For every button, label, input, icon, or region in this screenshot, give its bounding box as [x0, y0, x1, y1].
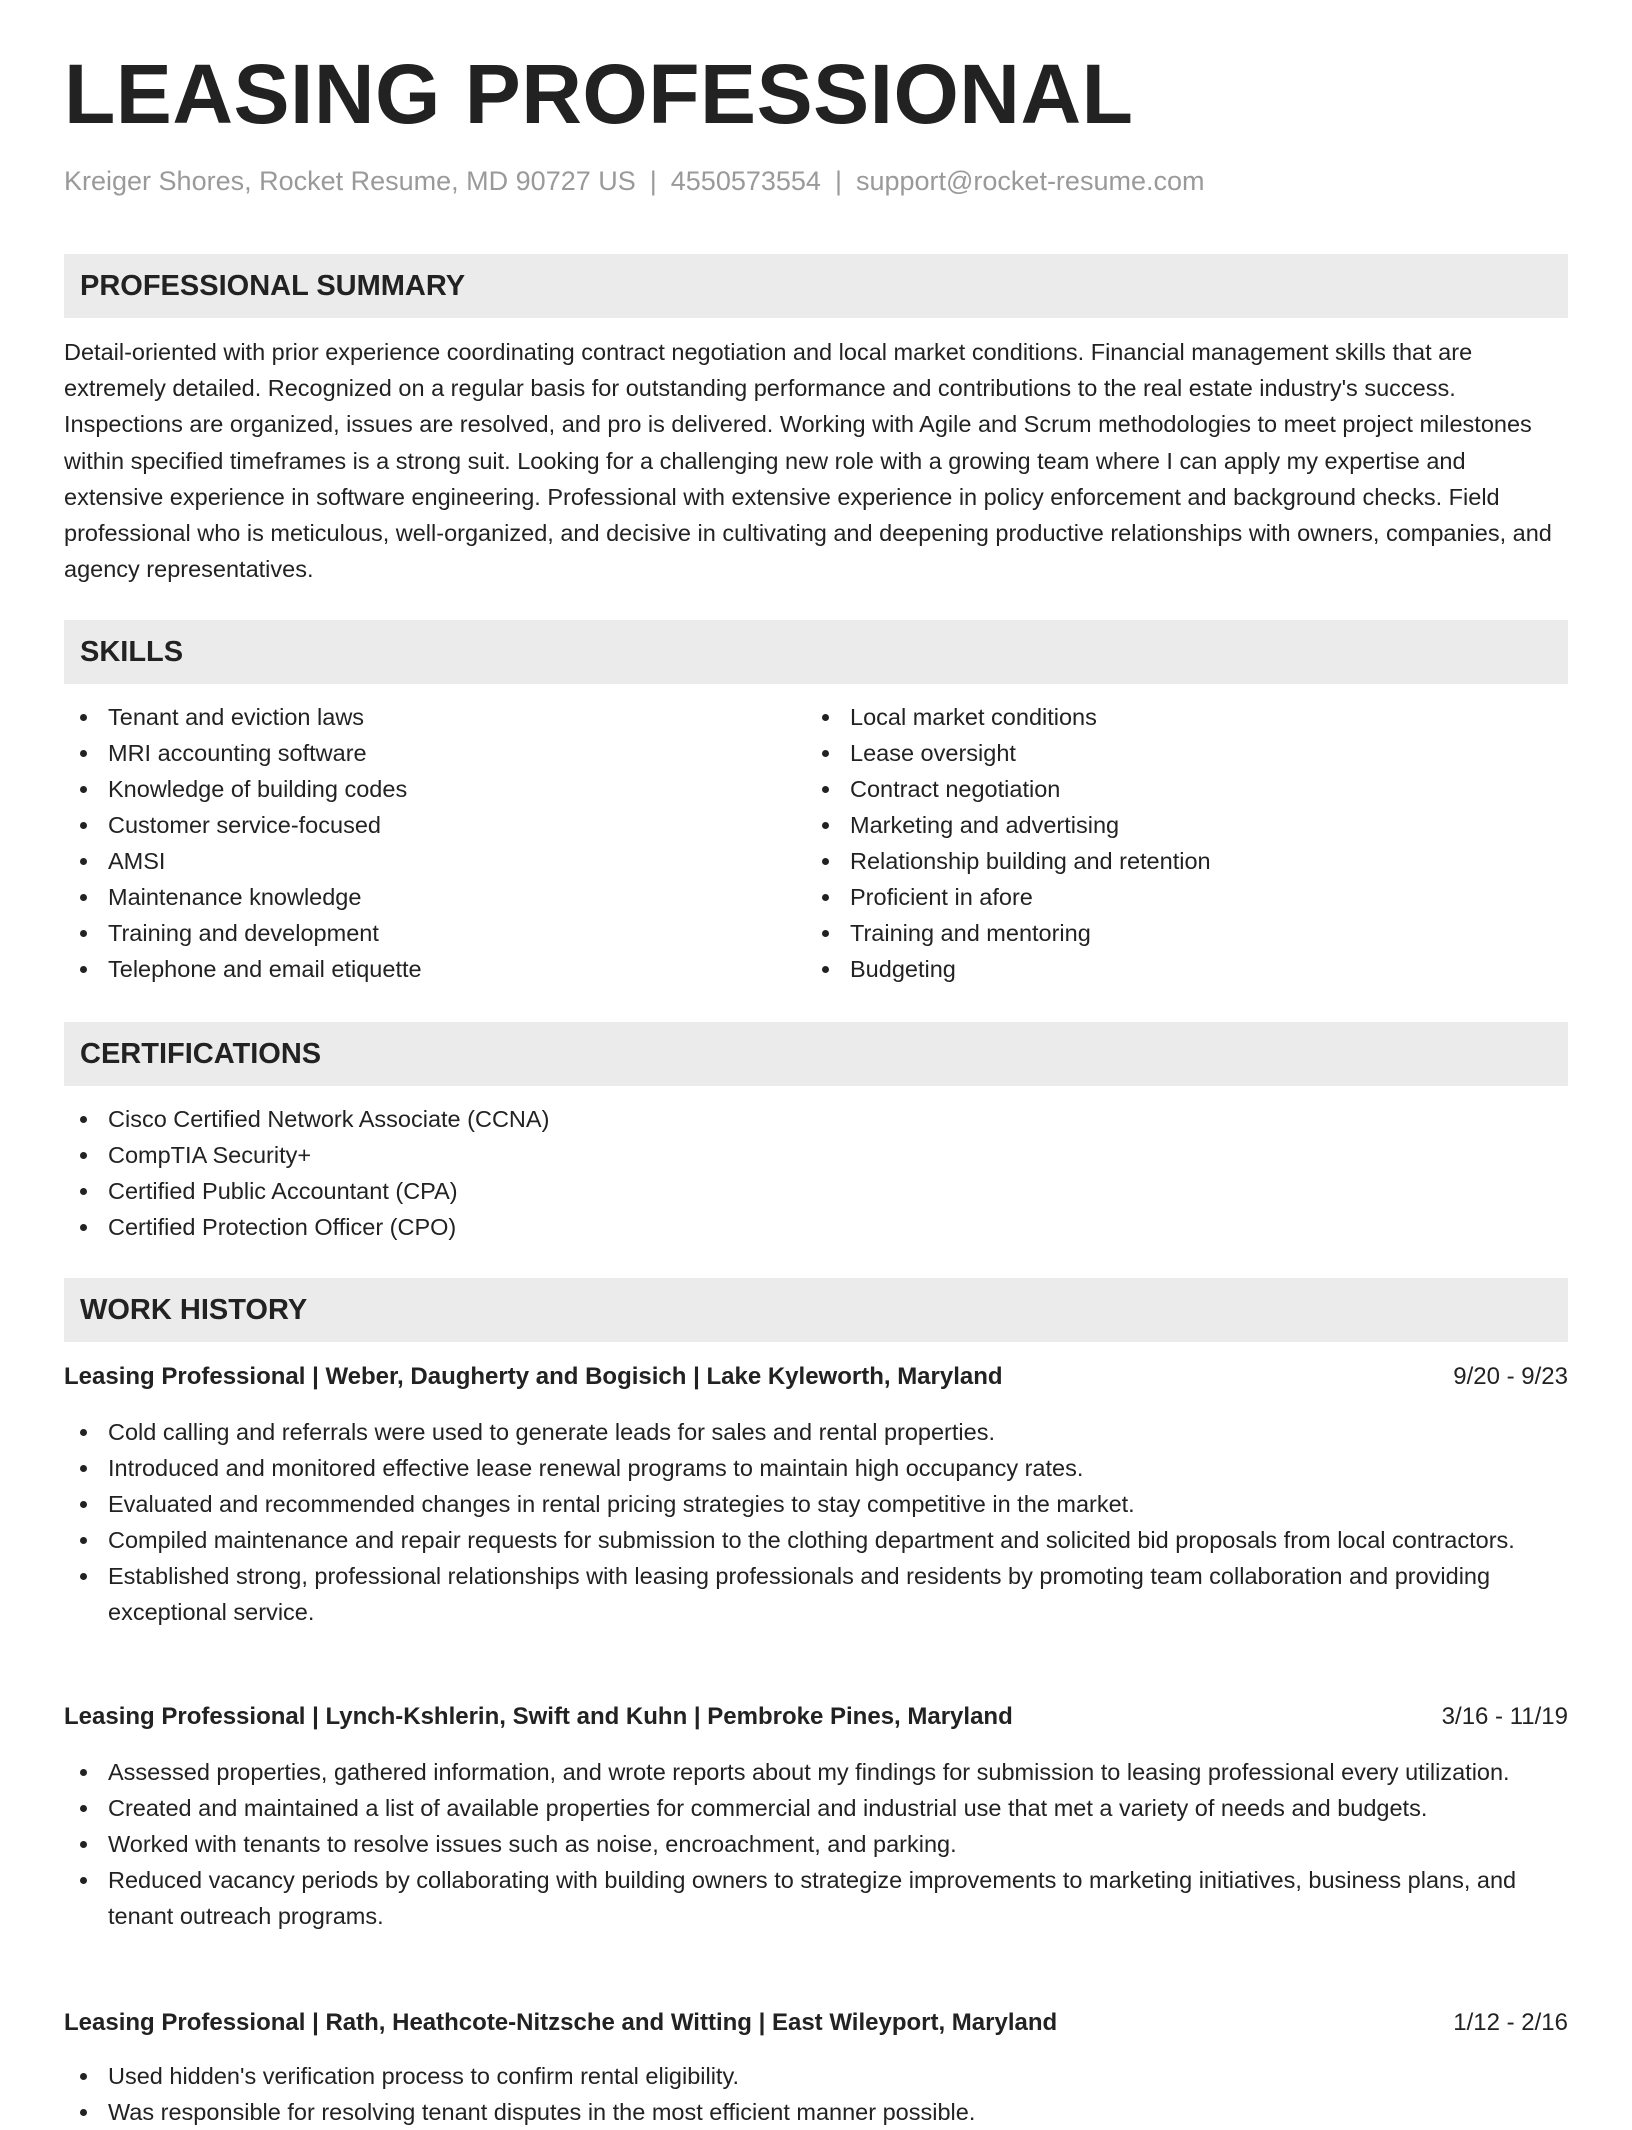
section-header-summary: PROFESSIONAL SUMMARY — [64, 254, 1568, 318]
certification-item: Certified Public Accountant (CPA) — [64, 1173, 1568, 1209]
job-header — [64, 1700, 1568, 1734]
skill-item: Local market conditions — [806, 699, 1546, 735]
skill-item: Customer service-focused — [64, 807, 804, 843]
job-header — [64, 2006, 1568, 2040]
section-header-work-history: WORK HISTORY — [64, 1278, 1568, 1342]
job-bullet: Established strong, professional relationships with leasing professionals and residents by promoting team collaboration and providing exceptional service. — [64, 1558, 1568, 1630]
skill-item: MRI accounting software — [64, 735, 804, 771]
job-title: Leasing Professional | Rath, Heathcote-Nitzsche and Witting | East Wileyport, Maryland — [64, 2009, 1058, 2036]
skill-item: Knowledge of building codes — [64, 771, 804, 807]
job-bullet: Evaluated and recommended changes in rental pricing strategies to stay competitive in the market. — [64, 1486, 1568, 1522]
contact-line — [64, 166, 1204, 197]
contact-email: support@rocket-resume.com — [855, 166, 1205, 196]
certification-item: Certified Protection Officer (CPO) — [64, 1209, 1568, 1245]
certification-item: Cisco Certified Network Associate (CCNA) — [64, 1101, 1568, 1137]
skill-item: Proficient in afore — [806, 879, 1546, 915]
skill-item: Training and mentoring — [806, 915, 1546, 951]
contact-address: Kreiger Shores, Rocket Resume, MD 90727 US — [64, 166, 636, 196]
skill-item: Contract negotiation — [806, 771, 1546, 807]
job-dates: 3/16 - 11/19 — [1441, 1703, 1568, 1730]
job-bullet: Cold calling and referrals were used to generate leads for sales and rental properties. — [64, 1414, 1568, 1450]
skills-list-left — [64, 699, 804, 987]
job-bullet-list — [64, 1754, 1568, 1934]
job-bullet: Used hidden's verification process to confirm rental eligibility. — [64, 2058, 1568, 2094]
resume-name-heading: LEASING PROFESSIONAL — [64, 47, 1134, 141]
job-bullet: Worked with tenants to resolve issues such as noise, encroachment, and parking. — [64, 1826, 1568, 1862]
job-bullet: Introduced and monitored effective lease renewal programs to maintain high occupancy rates. — [64, 1450, 1568, 1486]
section-header-certifications: CERTIFICATIONS — [64, 1022, 1568, 1086]
job-dates: 9/20 - 9/23 — [1453, 1363, 1568, 1390]
contact-separator: | — [649, 166, 657, 196]
summary-text: Detail-oriented with prior experience coordinating contract negotiation and local market conditions. Financial management skills that are extremely detailed. Recognized on a regular basis for outstanding performance and contributions to the real estate industry's success. Inspections are organized, issues are resolved, and pro is delivered. Working with Agile and Scrum methodologies to meet project milestones within specified timeframes is a strong suit. Looking for a challenging new role with a growing team where I can apply my expertise and extensive experience in software engineering. Professional with extensive experience in policy enforcement and background checks. Field professional who is meticulous, well-organized, and decisive in cultivating and deepening productive relationships with owners, companies, and agency representatives. — [64, 339, 1552, 583]
skills-list-right — [806, 699, 1546, 987]
job-bullet: Compiled maintenance and repair requests for submission to the clothing department and solicited bid proposals from local contractors. — [64, 1522, 1568, 1558]
skill-item: Telephone and email etiquette — [64, 951, 804, 987]
certifications-list — [64, 1101, 1568, 1245]
skill-item: Lease oversight — [806, 735, 1546, 771]
job-header — [64, 1360, 1568, 1394]
job-bullet: Was responsible for resolving tenant disputes in the most efficient manner possible. — [64, 2094, 1568, 2130]
skill-item: Budgeting — [806, 951, 1546, 987]
job-bullet-list — [64, 2058, 1568, 2130]
skill-item: Relationship building and retention — [806, 843, 1546, 879]
job-title: Leasing Professional | Lynch-Kshlerin, Swift and Kuhn | Pembroke Pines, Maryland — [64, 1703, 1013, 1730]
job-bullet: Created and maintained a list of available properties for commercial and industrial use that met a variety of needs and budgets. — [64, 1790, 1568, 1826]
section-header-skills: SKILLS — [64, 620, 1568, 684]
contact-phone: 4550573554 — [670, 166, 821, 196]
contact-separator: | — [834, 166, 842, 196]
skill-item: AMSI — [64, 843, 804, 879]
skill-item: Maintenance knowledge — [64, 879, 804, 915]
job-dates: 1/12 - 2/16 — [1453, 2009, 1568, 2036]
skill-item: Training and development — [64, 915, 804, 951]
skill-item: Tenant and eviction laws — [64, 699, 804, 735]
job-bullet: Assessed properties, gathered information, and wrote reports about my findings for submission to leasing professional every utilization. — [64, 1754, 1568, 1790]
job-bullet: Reduced vacancy periods by collaborating with building owners to strategize improvements to marketing initiatives, business plans, and tenant outreach programs. — [64, 1862, 1568, 1934]
skill-item: Marketing and advertising — [806, 807, 1546, 843]
certification-item: CompTIA Security+ — [64, 1137, 1568, 1173]
job-title: Leasing Professional | Weber, Daugherty and Bogisich | Lake Kyleworth, Maryland — [64, 1363, 1003, 1390]
job-bullet-list — [64, 1414, 1568, 1630]
